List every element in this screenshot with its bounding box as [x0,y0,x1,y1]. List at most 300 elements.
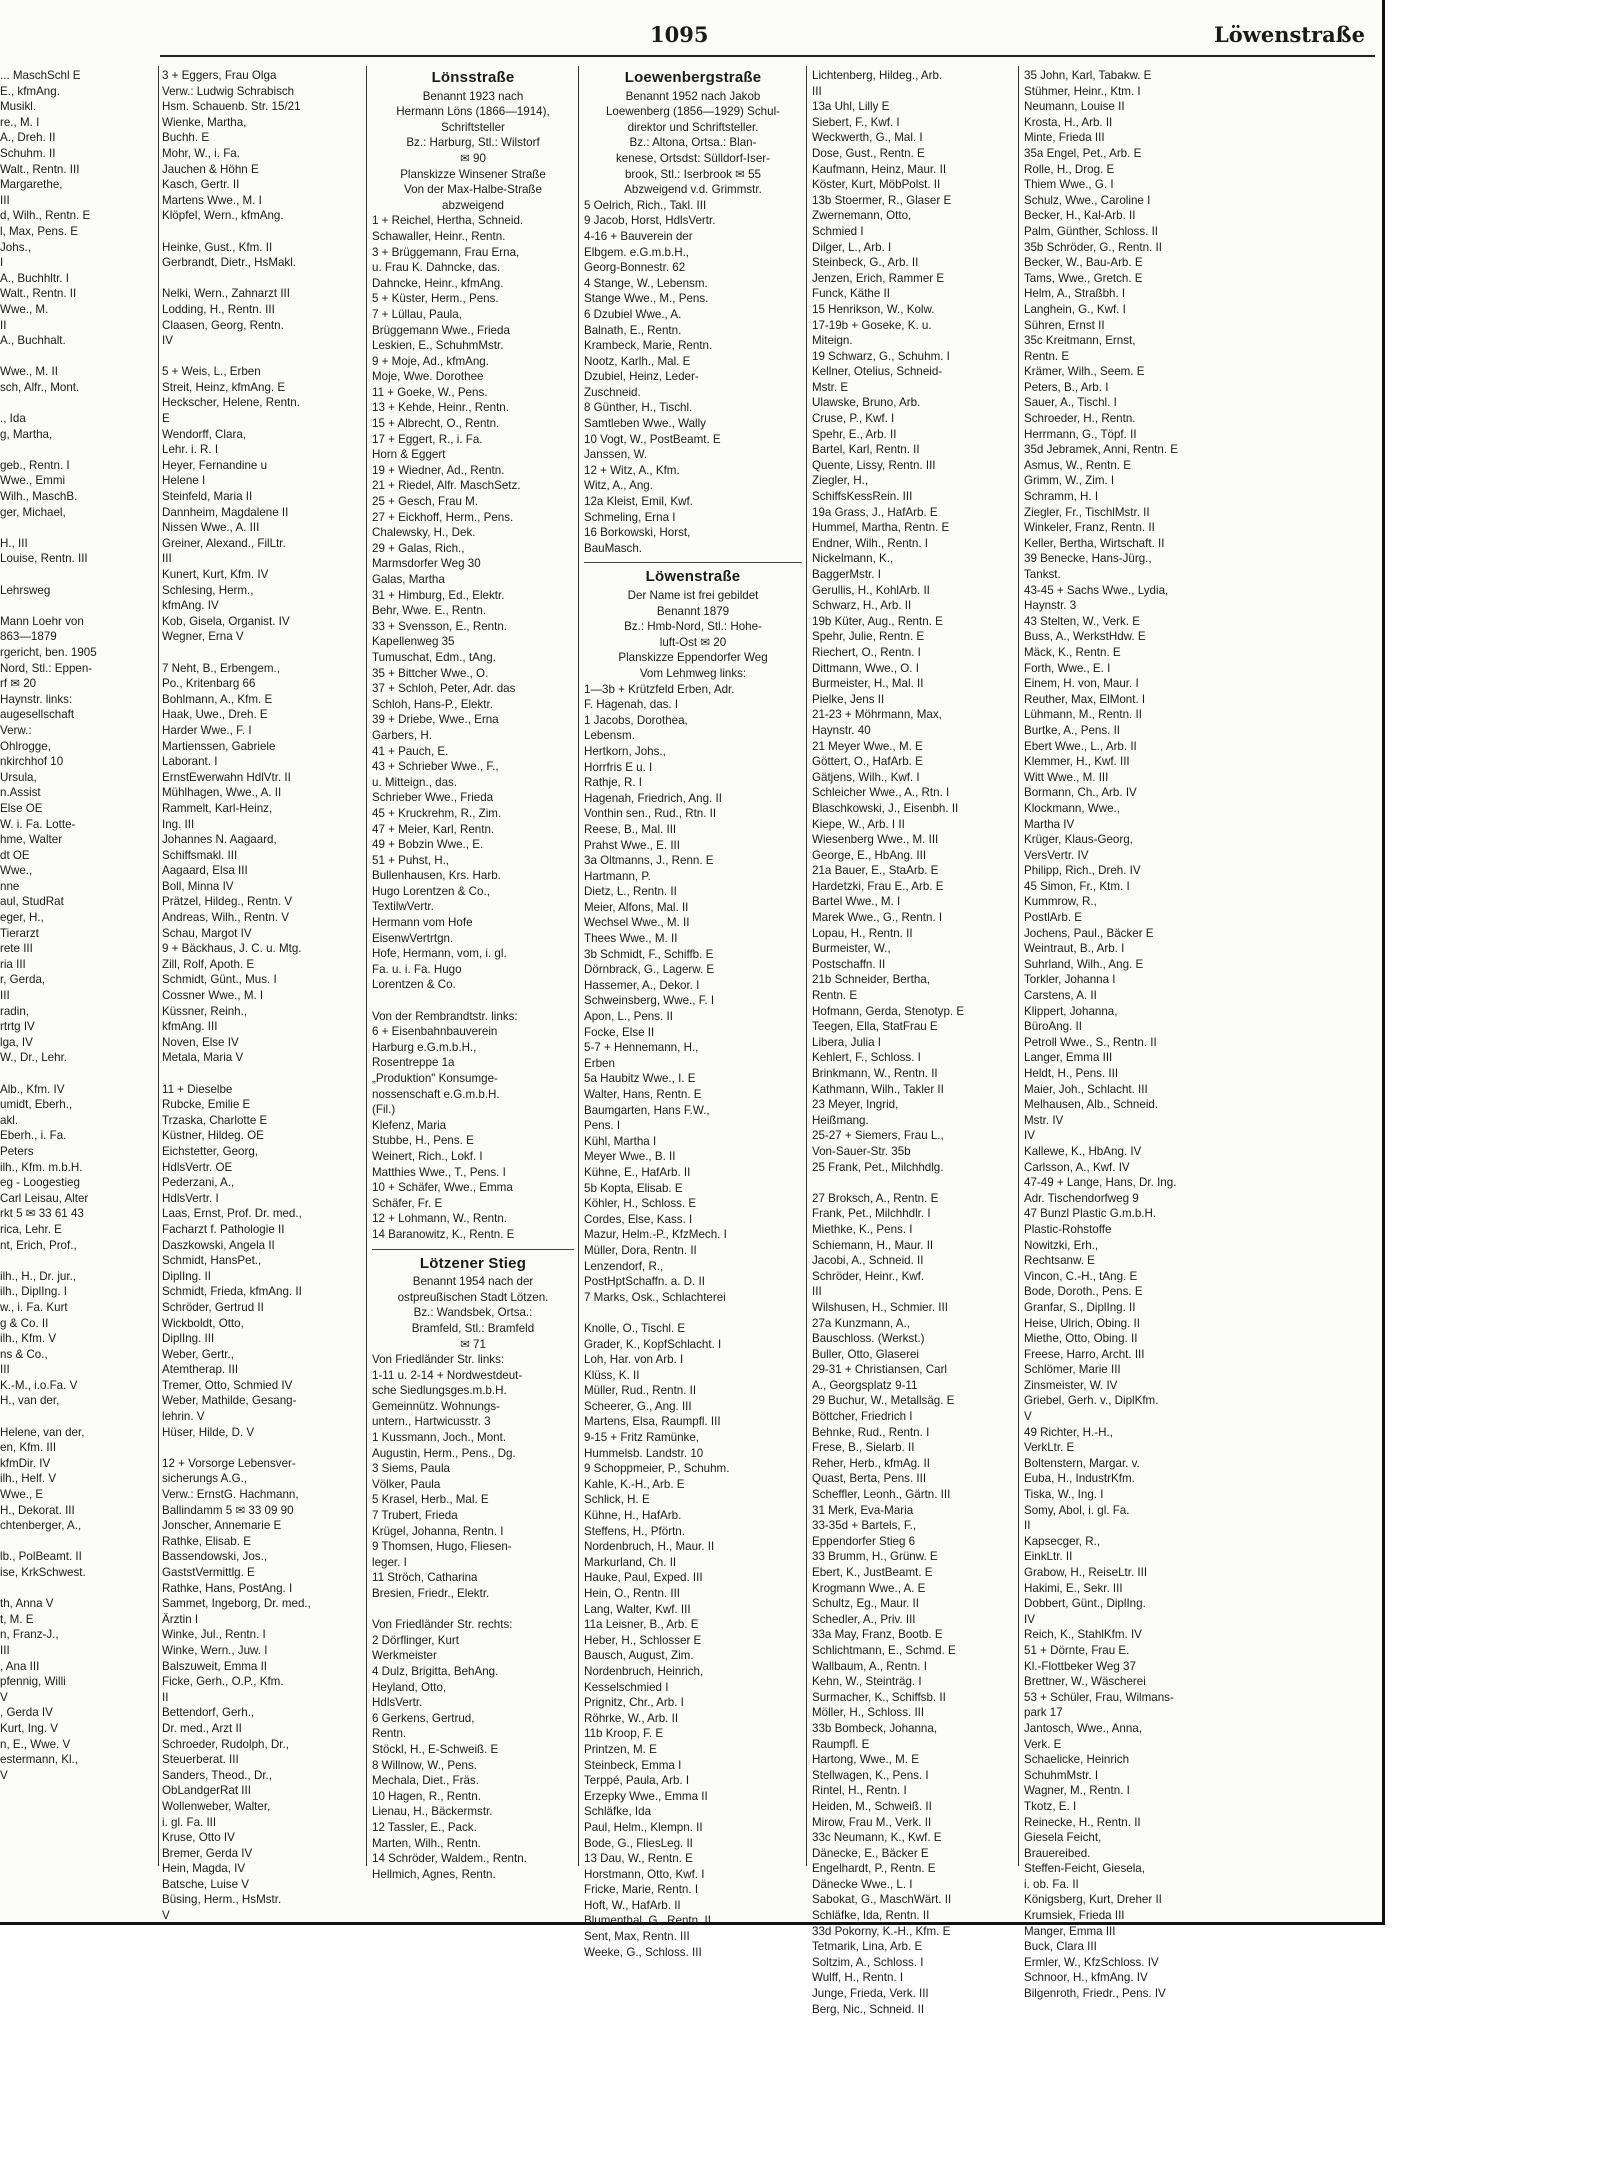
directory-entry: 29 + Galas, Rich., [372,541,465,555]
directory-entry: 15 + Albrecht, O., Rentn. [372,417,500,431]
directory-entry: Balszuweit, Emma II [162,1659,268,1673]
directory-entry: Buss, A., WerkstHdw. E [1024,630,1146,644]
directory-entry: Erzepky Wwe., Emma II [584,1789,708,1803]
directory-entry: Horrfris E u. I [584,760,653,774]
directory-entry: Miethe, Otto, Obing. II [1024,1332,1138,1346]
directory-entry: Ing. III [162,817,195,831]
directory-entry: A., Dreh. II [0,131,56,145]
directory-entry: Bauschloss. (Werkst.) [812,1332,925,1346]
directory-entry: Printzen, M. E [584,1742,657,1756]
directory-entry: Pederzani, A., [162,1176,235,1190]
directory-entry: Schrieber Wwe., Frieda [372,791,494,805]
directory-entry: Nootz, Karlh., Mal. E [584,354,691,368]
directory-entry: Giesela Feicht, [1024,1831,1102,1845]
directory-entry: 37 + Schloh, Peter, Adr. das [372,682,516,696]
directory-entry: Hsm. Schauenb. Str. 15/21 [162,100,301,114]
directory-entry: 17 + Eggert, R., i. Fa. [372,432,483,446]
directory-entry: A., Buchhalt. [0,334,66,348]
directory-entry: Heyland, Otto, [372,1680,447,1694]
directory-entry: , Gerda IV [0,1706,53,1720]
directory-entry: 49 + Bobzin Wwe., E. [372,838,484,852]
directory-entry: III [0,193,10,207]
directory-entry: E [162,412,170,426]
directory-entry: F. Hagenah, das. I [584,698,679,712]
directory-entry: Langer, Emma III [1024,1051,1113,1065]
directory-entry: Becker, W., Bau-Arb. E [1024,256,1143,270]
directory-entry: Mann Loehr von [0,614,84,628]
directory-entry: 45 Simon, Fr., Ktm. I [1024,879,1130,893]
directory-entry: Alb., Kfm. IV [0,1082,65,1096]
directory-entry: Nowitzki, Erh., [1024,1238,1099,1252]
directory-entry: ns & Co., [0,1347,48,1361]
directory-entry: 47 + Meier, Karl, Rentn. [372,822,495,836]
directory-entry: 13 Dau, W., Rentn. E [584,1852,693,1866]
directory-entry: 5a Haubitz Wwe., I. E [584,1072,696,1086]
directory-entry: Walt., Rentn. III [0,162,80,176]
directory-entry: Jenzen, Erich, Rammer E [812,271,945,285]
directory-entry: Prahst Wwe., E. III [584,838,680,852]
directory-entry: 7 Trubert, Frieda [372,1509,458,1523]
directory-entry [162,645,362,661]
directory-entry: Wollenweber, Walter, [162,1799,271,1813]
directory-entry: Ballindamm 5 ✉ 33 09 90 [162,1503,294,1517]
directory-entry: Batsche, Luise V [162,1877,250,1891]
directory-entry: Heißmang. [812,1113,869,1127]
directory-entry: Mazur, Helm.-P., KfzMech. I [584,1228,727,1242]
directory-entry: Schmeling, Erna I [584,510,676,524]
directory-entry: 2 Dörflinger, Kurt [372,1633,459,1647]
street-note: direktor und Schriftsteller. [627,120,759,134]
street-note: Der Name ist frei gebildet [627,589,759,602]
directory-entry: Markurland, Ch. II [584,1555,677,1569]
directory-entry: Burmeister, W., [812,942,891,956]
directory-entry: Junge, Frieda, Verk. III [812,1987,929,2001]
directory-entry: Sammet, Ingeborg, Dr. med., [162,1597,311,1611]
street-note: luft-Ost ✉ 20 [659,635,727,649]
directory-entry: Hakimi, E., Sekr. III [1024,1581,1123,1595]
directory-entry: Wulff, H., Rentn. I [812,1971,904,1985]
directory-entry: en, Kfm. III [0,1441,57,1455]
directory-entry: Sauer, A., Tischl. I [1024,396,1117,410]
directory-entry: H., III [0,536,28,550]
directory-entry: 10 + Schäfer, Wwe., Emma [372,1181,513,1195]
directory-entry: 25 Frank, Pet., Milchhdlg. [812,1160,944,1174]
directory-entry: 33c Neumann, K., Kwf. E [812,1831,942,1845]
directory-entry: Ebert Wwe., L., Arb. II [1024,739,1137,753]
directory-entry: 1-11 u. 2-14 + Nordwestdeut- [372,1368,523,1382]
directory-entry: Boltenstern, Margar. v. [1024,1456,1140,1470]
directory-entry: Buck, Clara III [1024,1940,1097,1954]
directory-entry: nkirchhof 10 [0,755,64,769]
directory-entry: 9 + Bäckhaus, J. C. u. Mtg. [162,942,302,956]
directory-entry: 3a Oltmanns, J., Renn. E [584,854,714,868]
directory-entry: III [0,1363,10,1377]
directory-entry: Wilshusen, H., Schmier. III [812,1300,948,1314]
directory-entry: Witt Wwe., M. III [1024,770,1109,784]
directory-entry: Rolle, H., Drog. E [1024,162,1115,176]
directory-entry: Böttcher, Friedrich I [812,1410,913,1424]
directory-entry: Winke, Wern., Juw. I [162,1643,268,1657]
directory-entry [0,1534,154,1550]
directory-entry: Haynstr. links: [0,692,73,706]
directory-entry: Boll, Minna IV [162,879,234,893]
directory-entry: Peters [0,1144,34,1158]
directory-entry: rica, Lehr. E [0,1222,62,1236]
directory-entry: Haynstr. 3 [1024,599,1077,613]
directory-entry: Steffen-Feicht, Giesela, [1024,1862,1145,1876]
directory-entry: Kühl, Martha I [584,1134,657,1148]
directory-entry: Hartmann, P. [584,869,651,883]
directory-entry: 7 Marks, Osk., Schlachterei [584,1290,726,1304]
directory-entry: Steuerberat. III [162,1753,239,1767]
directory-entry: Meier, Alfons, Mal. II [584,900,689,914]
directory-entry: Prätzel, Hildeg., Rentn. V [162,895,293,909]
directory-entry: Wilh., MaschB. [0,490,78,504]
directory-entry: V [0,1690,8,1704]
directory-entry: Laas, Ernst, Prof. Dr. med., [162,1207,302,1221]
directory-entry: Helm, A., Straßbh. I [1024,287,1126,301]
directory-entry: Rintel, H., Rentn. I [812,1784,907,1798]
directory-entry: 3 + Eggers, Frau Olga [162,69,277,82]
directory-entry: Maier, Joh., Schlacht. III [1024,1082,1148,1096]
directory-entry: Lang, Walter, Kwf. III [584,1602,691,1616]
directory-entry: GaststVermittlg. E [162,1566,255,1579]
directory-entry: lga, IV [0,1035,33,1049]
directory-entry: Kapellenweg 35 [372,635,455,649]
directory-entry: Von Friedländer Str. links: [372,1353,505,1367]
directory-entry: 8 Willnow, W., Pens. [372,1758,478,1772]
directory-entry: 11 Ströch, Catharina [372,1571,478,1585]
directory-entry: 21a Bauer, E., StaArb. E [812,864,939,878]
directory-entry: Mühlhagen, Wwe., A. II [162,786,282,800]
directory-entry: dt OE [0,848,30,862]
directory-entry: Plastic-Rohstoffe [1024,1222,1112,1236]
directory-entry: Carl Leisau, Alter [0,1191,89,1205]
directory-entry: Endner, Wilh., Rentn. I [812,536,928,550]
directory-entry: Reher, Herb., kfmAg. II [812,1456,930,1470]
directory-entry: Eppendorfer Stieg 6 [812,1534,916,1548]
street-heading: Löwenstraße [645,568,741,586]
directory-entry: PostlArb. E [1024,911,1082,925]
directory-entry: DiplIng. III [162,1332,215,1346]
directory-entry [812,1175,1014,1191]
directory-entry: BauMasch. [584,541,642,555]
directory-entry: Möller, H., Schloss. III [812,1706,925,1720]
directory-entry: Heber, H., Schlosser E [584,1633,702,1647]
directory-entry: Engelhardt, P., Rentn. E [812,1862,936,1876]
directory-entry: estermann, Kl., [0,1753,78,1767]
directory-entry: Wienke, Martha, [162,115,247,129]
directory-entry: Eichstetter, Georg, [162,1144,259,1158]
directory-entry: ilh., DiplIng. I [0,1285,68,1299]
directory-entry: rf ✉ 20 [0,677,37,691]
directory-entry: lb., PolBeamt. II [0,1550,82,1564]
directory-entry: 3 Siems, Paula [372,1462,450,1476]
directory-entry: VerkLtr. E [1024,1441,1075,1455]
directory-entry: Bormann, Ch., Arb. IV [1024,786,1137,800]
directory-entry: Nordenbruch, H., Maur. II [584,1540,715,1554]
directory-entry: Wwe., [0,864,33,878]
directory-entry: Buchh. E [162,131,210,145]
directory-entry: I [0,256,4,270]
directory-entry: III [0,989,10,1003]
directory-entry: 13 + Kehde, Heinr., Rentn. [372,401,509,415]
directory-entry: Paul, Helm., Klempn. II [584,1820,703,1834]
directory-entry: Steinbeck, Emma I [584,1758,682,1772]
directory-entry: Metala, Maria V [162,1051,244,1065]
directory-entry: Hartong, Wwe., M. E [812,1753,919,1767]
directory-entry: 11b Kroop, F. E [584,1727,664,1741]
street-note: Bz.: Wandsbek, Ortsa.: [413,1306,533,1320]
directory-entry: Lienau, H., Bäckermstr. [372,1805,493,1819]
directory-entry: sch, Alfr., Mont. [0,380,80,394]
column-divider [158,66,159,1866]
directory-entry: 43 Stelten, W., Verk. E [1024,614,1140,628]
page-header [0,22,1385,52]
directory-entry: 33-35d + Bartels, F., [812,1519,917,1533]
directory-entry: r, Gerda, [0,973,46,987]
directory-entry: Carlsson, A., Kwf. IV [1024,1160,1130,1174]
directory-entry: 9 Thomsen, Hugo, Fliesen- [372,1540,512,1554]
running-head: Löwenstraße [1214,22,1365,47]
directory-entry: Libera, Julia I [812,1035,881,1049]
directory-entry: 39 + Driebe, Wwe., Erna [372,713,499,727]
directory-entry: Kummrow, R., [1024,895,1097,909]
directory-entry: 12 + Vorsorge Lebensver- [162,1456,296,1470]
directory-entry: 27a Kunzmann, A., [812,1316,910,1330]
directory-entry: Louise, Rentn. III [0,552,88,566]
directory-entry: Ulawske, Bruno, Arb. [812,396,921,410]
directory-entry: kfmAng. IV [162,599,219,613]
directory-entry: Terppé, Paula, Arb. I [584,1774,690,1788]
directory-entry: 10 Vogt, W., PostBeamt. E [584,432,721,446]
directory-entry: Teegen, Ella, StatFrau E [812,1020,938,1034]
directory-entry: ObLandgerRat III [162,1784,251,1798]
directory-entry: Frank, Pet., Milchhdlr. I [812,1207,931,1221]
directory-entry: 21-23 + Möhrmann, Max, [812,708,942,722]
directory-entry: II [1024,1519,1031,1533]
directory-entry: 25-27 + Siemers, Frau L., [812,1129,944,1143]
directory-entry: PostHptSchaffn. a. D. II [584,1275,705,1289]
directory-entry: 19b Küter, Aug., Rentn. E [812,614,943,628]
directory-entry: Schroeder, Rudolph, Dr., [162,1737,289,1751]
directory-entry: Schmidt, HansPet., [162,1254,262,1268]
directory-entry: Schläfke, Ida [584,1805,652,1819]
directory-entry: Daszkowski, Angela II [162,1238,275,1252]
directory-entry: Hermann vom Hofe [372,916,473,930]
directory-entry: Schlesing, Herm., [162,583,254,597]
directory-entry: kfmDir. IV [0,1456,51,1470]
directory-entry: Reese, B., Mal. III [584,822,677,836]
directory-entry: Einem, H. von, Maur. I [1024,677,1139,691]
directory-entry: Pens. I [584,1119,621,1133]
section-rule [372,1249,574,1250]
directory-entry: ilh., Kfm. V [0,1332,57,1346]
directory-entry: Bohlmann, A., Kfm. E [162,692,273,706]
directory-entry: 33d Pokorny, K.-H., Kfm. E [812,1924,951,1938]
directory-entry: 1 + Reichel, Hertha, Schneid. [372,214,524,228]
directory-entry: 33 Brumm, H., Grünw. E [812,1550,938,1564]
directory-entry: 13b Stoermer, R., Glaser E [812,193,952,207]
directory-entry: Stellwagen, K., Pens. I [812,1768,929,1782]
directory-entry: Kehlert, F., Schloss. I [812,1051,921,1065]
street-note: Benannt 1879 [656,604,730,618]
directory-entry: Schulz, Wwe., Caroline I [1024,193,1151,207]
directory-entry: „Produktion" Konsumge- [372,1072,498,1085]
directory-entry: Torkler, Johanna I [1024,973,1116,987]
directory-entry: 12 + Witz, A., Kfm. [584,463,680,477]
directory-entry: Bassendowski, Jos., [162,1550,268,1564]
directory-entry: re., M. I [0,115,40,129]
directory-entry: Schweinsberg, Wwe., F. I [584,994,715,1008]
directory-entry: V [0,1768,8,1782]
directory-entry: 12 Tassler, E., Pack. [372,1820,477,1834]
directory-entry [162,1066,362,1082]
directory-entry [0,567,154,583]
directory-entry: Haynstr. 40 [812,723,871,737]
directory-entry: Stange Wwe., M., Pens. [584,292,709,306]
directory-entry: radin, [0,1004,30,1018]
directory-entry: HdlsVertr. OE [162,1160,233,1174]
directory-entry: Spehr, E., Arb. II [812,427,897,441]
directory-entry: Mäck, K., Rentn. E [1024,645,1121,659]
directory-entry: 45 + Kruckrehm, R., Zim. [372,806,502,820]
directory-entry: Küssner, Reinh., [162,1004,248,1018]
directory-entry: Hummelsb. Landstr. 10 [584,1446,704,1460]
directory-entry: Rentn. [372,1727,407,1741]
directory-entry: Kob, Gisela, Organist. IV [162,614,290,628]
directory-entry: Berg, Nic., Schneid. II [812,2002,925,2016]
directory-entry: Krosta, H., Arb. II [1024,115,1113,129]
directory-entry: Elbgem. e.G.m.b.H., [584,245,690,259]
directory-entry: Fa. u. i. Fa. Hugo [372,962,462,976]
directory-entry: Schawaller, Heinr., Rentn. [372,229,506,243]
directory-entry: 12 + Lohmann, W., Rentn. [372,1212,508,1226]
directory-entry: 35c Kreitmann, Ernst, [1024,334,1136,348]
directory-entry [584,1305,802,1321]
directory-entry: ise, KrkSchwest. [0,1566,86,1579]
directory-entry: Philipp, Rich., Dreh. IV [1024,864,1141,878]
directory-entry: 47 Bunzl Plastic G.m.b.H. [1024,1207,1157,1221]
directory-entry: Schmidt, Günt., Mus. I [162,973,277,987]
directory-entry: g & Co. II [0,1316,49,1330]
directory-entry: Behr, Wwe. E., Rentn. [372,604,487,618]
directory-entry: Horstmann, Otto, Kwf. I [584,1867,705,1881]
directory-entry: Dobbert, Günt., DiplIng. [1024,1597,1146,1611]
directory-entry: Brauereibed. [1024,1846,1091,1860]
directory-entry: 21 Meyer Wwe., M. E [812,739,923,753]
directory-entry: 43 + Schrieber Wwe., F., [372,760,499,774]
directory-entry: Bremer, Gerda IV [162,1846,253,1860]
street-note: ✉ 90 [460,151,486,165]
directory-entry: 31 Merk, Eva-Maria [812,1503,914,1517]
directory-entry: Cossner Wwe., M. I [162,989,264,1003]
directory-entry: Stöckl, H., E-Schweiß. E [372,1742,499,1756]
directory-entry: Martens, Elsa, Raumpfl. III [584,1415,721,1429]
directory-entry: t, M. E [0,1612,34,1626]
directory-entry: 1 Jacobs, Dorothea, [584,713,688,727]
directory-entry: u. Frau K. Dahncke, das. [372,261,501,275]
directory-entry: Gerbrandt, Dietr., HsMakl. [162,256,297,270]
directory-entry: Aagaard, Elsa III [162,864,248,878]
directory-entry: Weckwerth, G., Mal. I [812,131,923,145]
directory-entry: Hofmann, Gerda, Stenotyp. E [812,1004,965,1018]
directory-entry: Schiemann, H., Maur. II [812,1238,934,1252]
directory-entry: Kasch, Gertr. II [162,178,240,192]
directory-entry: IV [162,334,173,348]
directory-entry: TextilwVertr. [372,900,434,914]
directory-entry: Steinbeck, G., Arb. II [812,256,919,270]
directory-entry: Steffens, H., Pförtn. [584,1524,685,1538]
directory-entry: Sent, Max, Rentn. III [584,1930,690,1944]
column-1 [162,68,362,1923]
directory-entry: Schiffsmakl. III [162,848,238,862]
directory-entry: Wagner, M., Rentn. I [1024,1784,1130,1798]
directory-entry: Tumuschat, Edm., tAng. [372,650,496,664]
directory-entry: Nickelmann, K., [812,552,894,566]
directory-entry: Lehrsweg [0,583,51,597]
directory-entry: Eberh., i. Fa. [0,1129,67,1143]
directory-entry: 12a Kleist, Emil, Kwf. [584,495,693,509]
directory-entry: Schäfer, Fr. E [372,1196,443,1210]
directory-entry: Melhausen, Alb., Schneid. [1024,1098,1159,1112]
directory-entry: Scheerer, G., Ang. III [584,1399,692,1413]
directory-entry: Klöpfel, Wern., kfmAng. [162,209,284,223]
directory-entry: 863—1879 [0,630,57,644]
directory-entry: III [812,1285,822,1299]
directory-entry: Gemeinnütz. Wohnungs- [372,1399,501,1413]
directory-entry: Krämer, Wilh., Seem. E [1024,365,1145,379]
directory-entry: Schultz, Eg., Maur. II [812,1597,919,1611]
directory-entry: Palm, Günther, Schloss. II [1024,224,1159,238]
directory-entry: Facharzt f. Pathologie II [162,1222,285,1236]
directory-entry: ger, Michael, [0,505,66,519]
directory-entry: 5 Krasel, Herb., Mal. E [372,1493,489,1507]
directory-entry: Euba, H., IndustrKfm. [1024,1472,1135,1486]
directory-entry: Martens Wwe., M. I [162,193,262,207]
street-note: Planskizze Winsener Straße [400,167,546,181]
directory-entry: Schau, Margot IV [162,926,252,940]
directory-entry: Gerullis, H., KohlArb. II [812,583,930,597]
column-divider [578,66,579,1866]
directory-entry: 33 + Svensson, E., Rentn. [372,619,508,633]
directory-entry: Jantosch, Wwe., Anna, [1024,1721,1142,1735]
directory-entry: Verw.: Ludwig Schrabisch [162,84,295,98]
directory-entry: Gätjens, Wilh., Kwf. I [812,770,920,784]
directory-entry: Schnoor, H., kfmAng. IV [1024,1971,1148,1985]
directory-entry: Jacobi, A., Schneid. II [812,1254,924,1268]
directory-entry [0,395,154,411]
street-note: Bramfeld, Stl.: Bramfeld [411,1321,535,1335]
directory-entry: 35b Schröder, G., Rentn. II [1024,240,1162,254]
directory-entry: 27 Broksch, A., Rentn. E [812,1191,939,1205]
directory-entry: Kellner, Otelius, Schneid- [812,365,943,379]
directory-entry: Herrmann, G., Töpf. II [1024,427,1137,441]
directory-entry: Soltzim, A., Schloss. I [812,1955,924,1969]
directory-entry: Schröder, Gertrud II [162,1300,264,1314]
directory-entry: Wwe., M. [0,302,49,316]
directory-entry: Horn & Eggert [372,448,446,462]
directory-entry: III [812,84,822,98]
directory-entry: Nissen Wwe., A. III [162,521,260,535]
directory-entry: Sühren, Ernst II [1024,318,1105,332]
directory-entry: 7 + Lüllau, Paula, [372,307,462,321]
directory-entry: Zill, Rolf, Apoth. E [162,957,255,971]
directory-entry: 5b Kopta, Elisab. E [584,1181,683,1195]
directory-entry: Ermler, W., KfzSchloss. IV [1024,1955,1159,1969]
directory-entry: 19 Schwarz, G., Schuhm. I [812,349,950,363]
directory-entry: 11 + Dieselbe [162,1082,233,1096]
